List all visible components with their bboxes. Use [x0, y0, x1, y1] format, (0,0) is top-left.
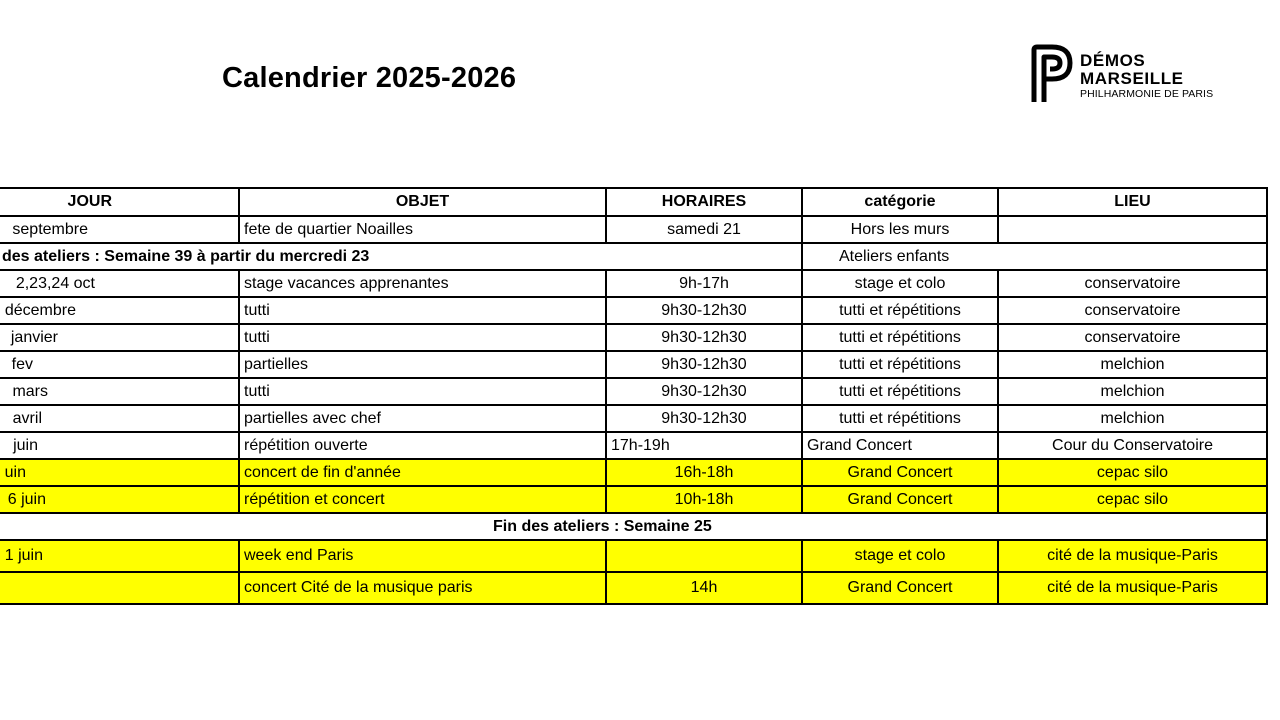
- cell-lieu: conservatoire: [998, 324, 1267, 351]
- logo-line-demos: DÉMOS: [1080, 51, 1146, 70]
- section-note-start: des ateliers : Semaine 39 à partir du mercredi 23: [0, 243, 802, 270]
- cell-horaires: 14h: [606, 572, 802, 604]
- cell-lieu: conservatoire: [998, 270, 1267, 297]
- table-row: [0, 297, 1267, 324]
- cell-categorie: Grand Concert: [802, 432, 998, 459]
- table-row-highlighted: [0, 459, 1267, 486]
- table-row-highlighted: [0, 540, 1267, 572]
- cell-categorie: stage et colo: [802, 270, 998, 297]
- cell-objet: tutti: [239, 297, 606, 324]
- cell-horaires: 9h30-12h30: [606, 351, 802, 378]
- cell-lieu: cité de la musique-Paris: [998, 540, 1267, 572]
- table-row: [0, 324, 1267, 351]
- cell-horaires: 9h30-12h30: [606, 324, 802, 351]
- cell-lieu: cepac silo: [998, 486, 1267, 513]
- logo-line-philharmonie: PHILHARMONIE DE PARIS: [1080, 88, 1214, 100]
- col-header-jour: JOUR: [0, 188, 239, 216]
- table-row-highlighted: [0, 572, 1267, 604]
- cell-jour: 2,23,24 oct: [0, 270, 239, 297]
- col-header-objet: OBJET: [239, 188, 606, 216]
- section-note-ateliers: Ateliers enfants: [802, 243, 1267, 270]
- cell-lieu: melchion: [998, 351, 1267, 378]
- table-row: [0, 378, 1267, 405]
- cell-objet: tutti: [239, 378, 606, 405]
- cell-objet: répétition ouverte: [239, 432, 606, 459]
- table-row: [0, 432, 1267, 459]
- cell-objet: tutti: [239, 324, 606, 351]
- demos-p-logo-icon: [1030, 44, 1074, 104]
- cell-horaires: 10h-18h: [606, 486, 802, 513]
- cell-horaires: 9h30-12h30: [606, 378, 802, 405]
- cell-jour: uin: [0, 459, 239, 486]
- section-row: [0, 243, 1267, 270]
- table-row: [0, 216, 1267, 243]
- table-row: [0, 351, 1267, 378]
- cell-objet: concert Cité de la musique paris: [239, 572, 606, 604]
- cell-objet: répétition et concert: [239, 486, 606, 513]
- cell-categorie: tutti et répétitions: [802, 324, 998, 351]
- cell-jour: fev: [0, 351, 239, 378]
- logo-wordmark: [1080, 52, 1213, 100]
- cell-objet: partielles: [239, 351, 606, 378]
- cell-jour: juin: [0, 432, 239, 459]
- cell-lieu: melchion: [998, 405, 1267, 432]
- cell-lieu: [998, 216, 1267, 243]
- section-note-end: Fin des ateliers : Semaine 25: [0, 513, 1267, 540]
- cell-jour: décembre: [0, 297, 239, 324]
- cell-lieu: cepac silo: [998, 459, 1267, 486]
- cell-objet: fete de quartier Noailles: [239, 216, 606, 243]
- cell-objet: week end Paris: [239, 540, 606, 572]
- cell-jour: janvier: [0, 324, 239, 351]
- cell-jour: 1 juin: [0, 540, 239, 572]
- cell-jour: 6 juin: [0, 486, 239, 513]
- cell-categorie: tutti et répétitions: [802, 378, 998, 405]
- page-title: Calendrier 2025-2026: [222, 62, 517, 94]
- cell-jour: septembre: [0, 216, 239, 243]
- cell-objet: partielles avec chef: [239, 405, 606, 432]
- cell-categorie: tutti et répétitions: [802, 405, 998, 432]
- cell-lieu: cité de la musique-Paris: [998, 572, 1267, 604]
- cell-horaires: [606, 540, 802, 572]
- cell-categorie: Grand Concert: [802, 459, 998, 486]
- cell-lieu: conservatoire: [998, 297, 1267, 324]
- table-row: [0, 270, 1267, 297]
- cell-categorie: tutti et répétitions: [802, 297, 998, 324]
- section-row: [0, 513, 1267, 540]
- cell-horaires: 16h-18h: [606, 459, 802, 486]
- cell-horaires: 9h30-12h30: [606, 297, 802, 324]
- cell-horaires: 9h30-12h30: [606, 405, 802, 432]
- col-header-lieu: LIEU: [998, 188, 1267, 216]
- cell-categorie: Grand Concert: [802, 486, 998, 513]
- cell-categorie: Hors les murs: [802, 216, 998, 243]
- cell-jour: avril: [0, 405, 239, 432]
- col-header-horaires: HORAIRES: [606, 188, 802, 216]
- cell-objet: stage vacances apprenantes: [239, 270, 606, 297]
- cell-jour: [0, 572, 239, 604]
- cell-categorie: tutti et répétitions: [802, 351, 998, 378]
- cell-horaires: 9h-17h: [606, 270, 802, 297]
- table-row-highlighted: [0, 486, 1267, 513]
- cell-lieu: melchion: [998, 378, 1267, 405]
- cell-lieu: Cour du Conservatoire: [998, 432, 1267, 459]
- cell-categorie: stage et colo: [802, 540, 998, 572]
- cell-horaires: 17h-19h: [606, 432, 802, 459]
- cell-objet: concert de fin d'année: [239, 459, 606, 486]
- cell-jour: mars: [0, 378, 239, 405]
- cell-categorie: Grand Concert: [802, 572, 998, 604]
- table-header-row: [0, 188, 1267, 216]
- calendar-table: [0, 187, 1268, 605]
- cell-horaires: samedi 21: [606, 216, 802, 243]
- demos-marseille-logo: [1030, 44, 1240, 108]
- logo-line-marseille: MARSEILLE: [1080, 69, 1184, 88]
- table-row: [0, 405, 1267, 432]
- col-header-categorie: catégorie: [802, 188, 998, 216]
